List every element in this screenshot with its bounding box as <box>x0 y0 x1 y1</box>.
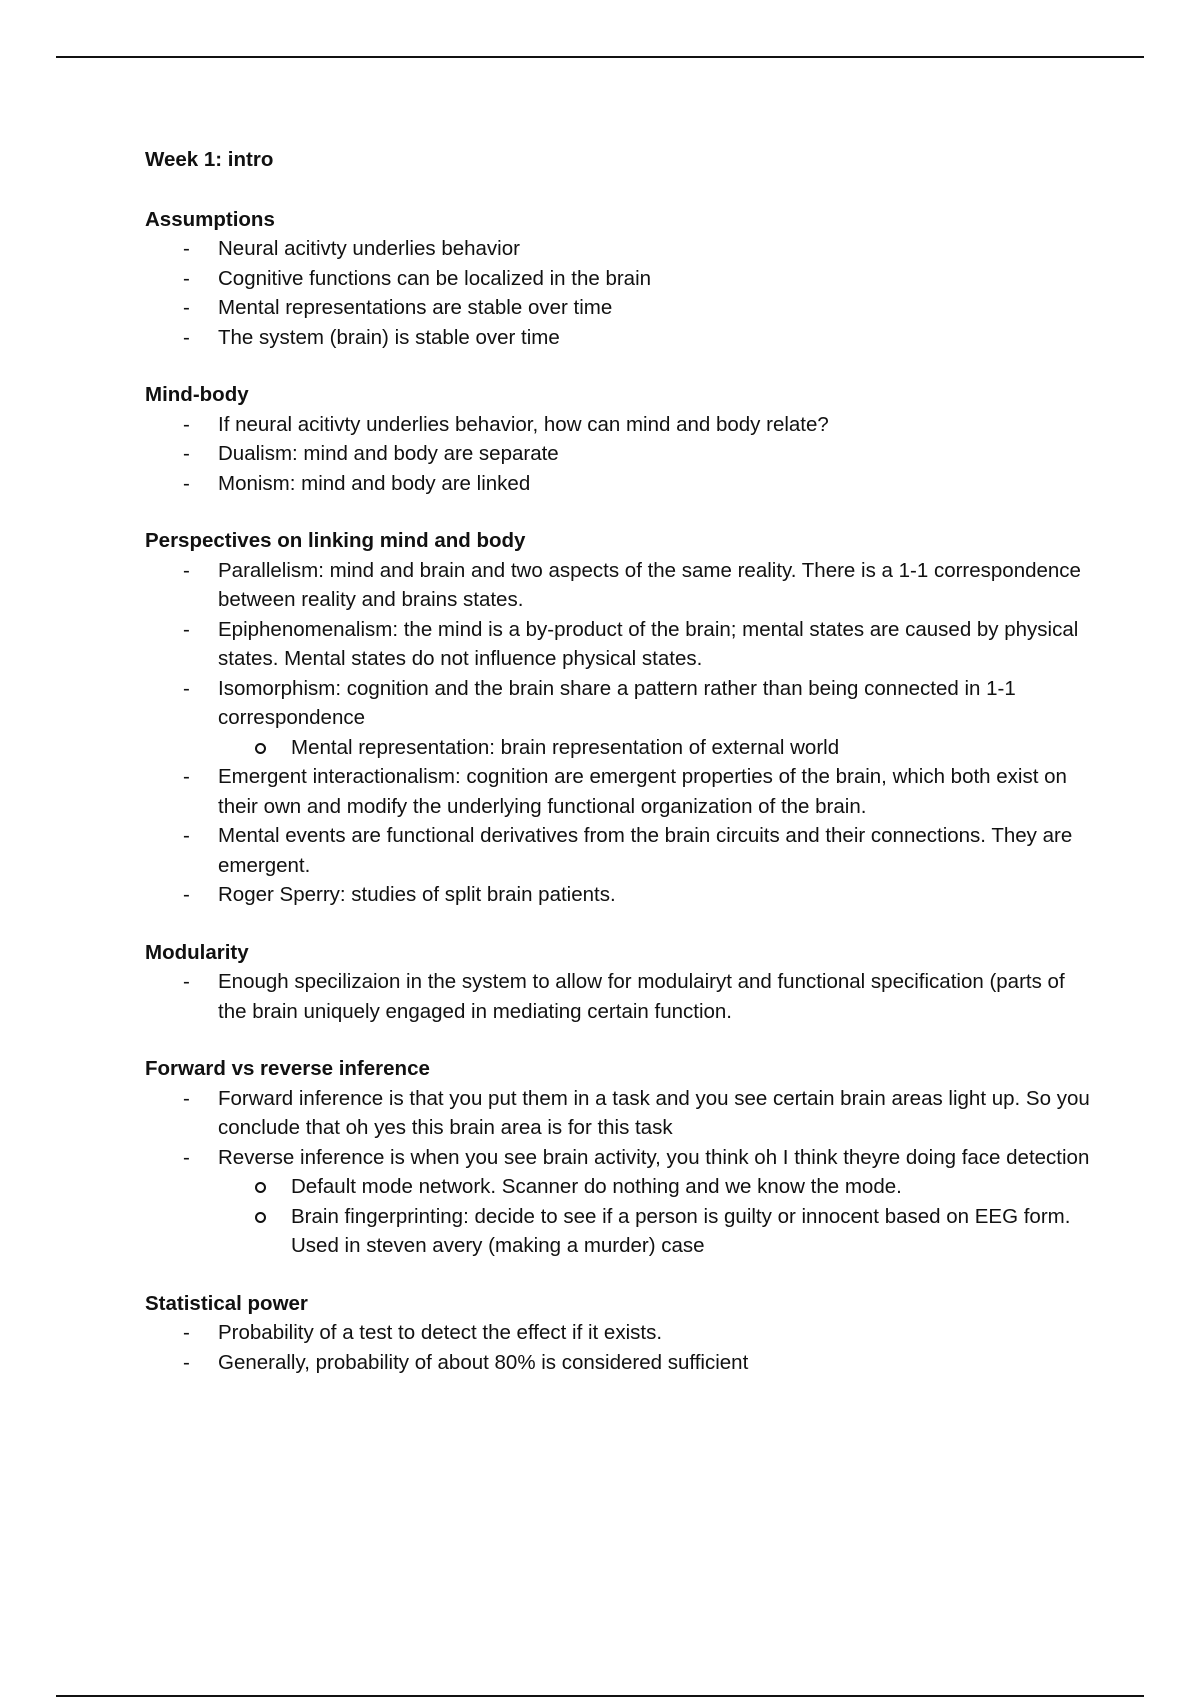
list-item-text: The system (brain) is stable over time <box>218 325 560 349</box>
list-item <box>145 615 1095 674</box>
section-heading: Perspectives on linking mind and body <box>145 529 526 552</box>
list-item <box>145 410 1095 440</box>
section-inference <box>145 1054 1095 1261</box>
list-item-text: Enough specilizaion in the system to allow for modulairyt and functional specification (parts of the brain uniquely engaged in mediating certain function. <box>218 970 1065 1023</box>
list-item <box>145 293 1095 323</box>
section-mind-body <box>145 380 1095 498</box>
section-heading: Mind-body <box>145 383 249 406</box>
list-item-text: Probability of a test to detect the effect if it exists. <box>218 1321 663 1344</box>
list-item <box>145 439 1095 469</box>
dash-bullet: - <box>183 765 190 788</box>
dash-bullet: - <box>183 471 190 495</box>
list-item-text: Mental representations are stable over time <box>218 296 613 319</box>
section-perspectives <box>145 526 1095 910</box>
list-item <box>145 1348 1095 1378</box>
section-heading: Forward vs reverse inference <box>145 1057 430 1080</box>
dash-bullet: - <box>183 970 190 993</box>
list-item <box>145 264 1095 294</box>
list-item <box>145 1084 1095 1143</box>
document-body <box>145 145 1095 1405</box>
bullet-list <box>145 1084 1095 1261</box>
sub-list-item <box>218 1172 1095 1202</box>
list-item <box>145 1143 1095 1261</box>
document-title: Week 1: intro <box>145 148 274 171</box>
dash-bullet: - <box>183 412 190 436</box>
list-item-text: Reverse inference is when you see brain activity, you think oh I think theyre doing face detection <box>218 1145 1090 1169</box>
sub-list-item-text: Default mode network. Scanner do nothing and we know the mode. <box>291 1175 902 1198</box>
dash-bullet: - <box>183 1321 190 1344</box>
list-item-text: Generally, probability of about 80% is considered sufficient <box>218 1350 749 1374</box>
list-item <box>145 762 1095 821</box>
dash-bullet: - <box>183 617 190 641</box>
list-item <box>145 880 1095 910</box>
list-item <box>145 674 1095 763</box>
list-item <box>145 234 1095 264</box>
list-item <box>145 821 1095 880</box>
section-heading: Assumptions <box>145 207 275 231</box>
list-item-text: Emergent interactionalism: cognition are emergent properties of the brain, which both exist on their own and modify the underlying functional organization of the brain. <box>218 765 1067 818</box>
list-item-text: Roger Sperry: studies of split brain patients. <box>218 883 616 906</box>
dash-bullet: - <box>183 1086 190 1110</box>
list-item-text: Isomorphism: cognition and the brain share a pattern rather than being connected in 1-1 correspondence <box>218 676 1016 729</box>
dash-bullet: - <box>183 325 190 349</box>
dash-bullet: - <box>183 296 190 319</box>
sub-list-item-text: Mental representation: brain representation of external world <box>291 735 840 759</box>
section-assumptions <box>145 205 1095 353</box>
section-statistical-power <box>145 1289 1095 1378</box>
circle-bullet-icon <box>255 1182 266 1193</box>
list-item <box>145 323 1095 353</box>
dash-bullet: - <box>183 824 190 847</box>
circle-bullet-icon <box>255 743 266 754</box>
sub-bullet-list <box>218 733 1095 763</box>
dash-bullet: - <box>183 1145 190 1169</box>
list-item-text: Neural acitivty underlies behavior <box>218 237 520 260</box>
dash-bullet: - <box>183 1350 190 1374</box>
list-item-text: Dualism: mind and body are separate <box>218 442 559 465</box>
sub-list-item <box>218 733 1095 763</box>
list-item-text: Cognitive functions can be localized in the brain <box>218 266 652 290</box>
list-item <box>145 967 1095 1026</box>
list-item <box>145 556 1095 615</box>
sub-list-item <box>218 1202 1095 1261</box>
list-item-text: Parallelism: mind and brain and two aspects of the same reality. There is a 1-1 correspondence between reality and brains states. <box>218 558 1081 611</box>
section-heading: Statistical power <box>145 1291 308 1315</box>
dash-bullet: - <box>183 442 190 465</box>
dash-bullet: - <box>183 676 190 700</box>
sub-bullet-list <box>218 1172 1095 1261</box>
circle-bullet-icon <box>255 1212 266 1223</box>
dash-bullet: - <box>183 266 190 290</box>
dash-bullet: - <box>183 558 190 582</box>
section-modularity <box>145 938 1095 1027</box>
sub-list-item-text: Brain fingerprinting: decide to see if a person is guilty or innocent based on EEG form. Used in steven avery (making a murder) case <box>291 1204 1071 1257</box>
list-item <box>145 1318 1095 1348</box>
footer-rule <box>56 1695 1144 1697</box>
dash-bullet: - <box>183 237 190 260</box>
bullet-list <box>145 410 1095 499</box>
list-item-text: Mental events are functional derivatives from the brain circuits and their connections. They are emergent. <box>218 824 1073 877</box>
list-item-text: Monism: mind and body are linked <box>218 471 531 495</box>
list-item-text: If neural acitivty underlies behavior, how can mind and body relate? <box>218 412 829 436</box>
bullet-list <box>145 967 1095 1026</box>
bullet-list <box>145 556 1095 910</box>
list-item <box>145 469 1095 499</box>
section-heading: Modularity <box>145 940 249 964</box>
dash-bullet: - <box>183 883 190 906</box>
header-rule <box>56 56 1144 58</box>
list-item-text: Epiphenomenalism: the mind is a by-product of the brain; mental states are caused by physical states. Mental states do not influence physical states. <box>218 617 1079 670</box>
list-item-text: Forward inference is that you put them in a task and you see certain brain areas light up. So you conclude that oh yes this brain area is for this task <box>218 1086 1090 1139</box>
bullet-list <box>145 1318 1095 1377</box>
bullet-list <box>145 234 1095 352</box>
